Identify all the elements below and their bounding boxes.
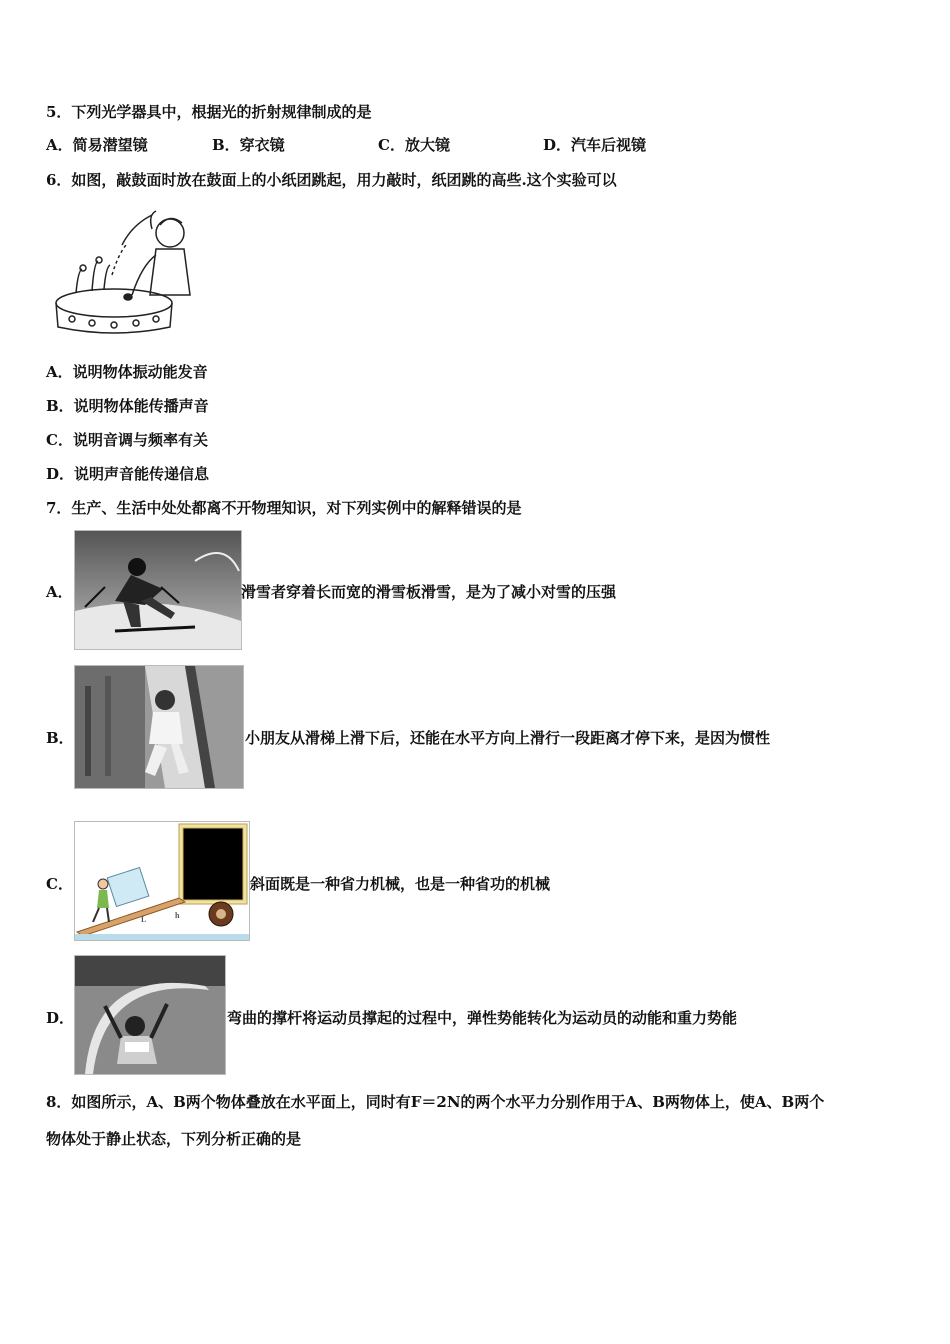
q8-stem-line1: 8．如图所示，A、B两个物体叠放在水平面上，同时有F＝2N的两个水平力分别作用于A、B两物体上，使A、B两个 <box>46 1093 825 1111</box>
q5-option-c: C．放大镜 <box>378 136 450 154</box>
q6-option-c: C．说明音调与频率有关 <box>46 431 208 449</box>
q5-option-d: D．汽车后视镜 <box>543 136 647 154</box>
q7-stem: 7．生产、生活中处处都离不开物理知识，对下列实例中的解释错误的是 <box>46 499 522 517</box>
q7-d-label: D． <box>46 1009 75 1027</box>
ramp-illustration <box>74 821 250 941</box>
svg-text:L: L <box>141 915 147 924</box>
q6-option-a: A．说明物体振动能发音 <box>46 363 208 381</box>
svg-text:h: h <box>175 911 180 920</box>
skier-photo <box>74 530 242 650</box>
q7-b-text: 小朋友从滑梯上滑下后，还能在水平方向上滑行一段距离才停下来，是因为惯性 <box>245 729 771 747</box>
pole-vault-photo <box>74 955 226 1075</box>
q5-option-a: A．简易潜望镜 <box>46 136 148 154</box>
q6-option-d: D．说明声音能传递信息 <box>46 465 210 483</box>
q7-a-text: 滑雪者穿着长而宽的滑雪板滑雪，是为了减小对雪的压强 <box>241 583 617 601</box>
q6-stem: 6．如图，敲鼓面时放在鼓面上的小纸团跳起，用力敲时，纸团跳的高些.这个实验可以 <box>46 171 617 189</box>
q7-a-label: A． <box>46 583 73 601</box>
drum-figure <box>52 205 202 337</box>
q7-c-label: C． <box>46 875 73 893</box>
q7-c-text: 斜面既是一种省力机械，也是一种省功的机械 <box>250 875 551 893</box>
drum-boy-illustration <box>52 205 202 337</box>
q6-option-b: B．说明物体能传播声音 <box>46 397 209 415</box>
q5-stem: 5．下列光学器具中，根据光的折射规律制成的是 <box>46 103 372 121</box>
slide-photo <box>74 665 244 789</box>
q7-b-label: B． <box>46 729 74 747</box>
q7-d-text: 弯曲的撑杆将运动员撑起的过程中，弹性势能转化为运动员的动能和重力势能 <box>227 1009 738 1027</box>
q5-option-b: B．穿衣镜 <box>212 136 285 154</box>
q8-stem-line2: 物体处于静止状态，下列分析正确的是 <box>46 1130 302 1148</box>
